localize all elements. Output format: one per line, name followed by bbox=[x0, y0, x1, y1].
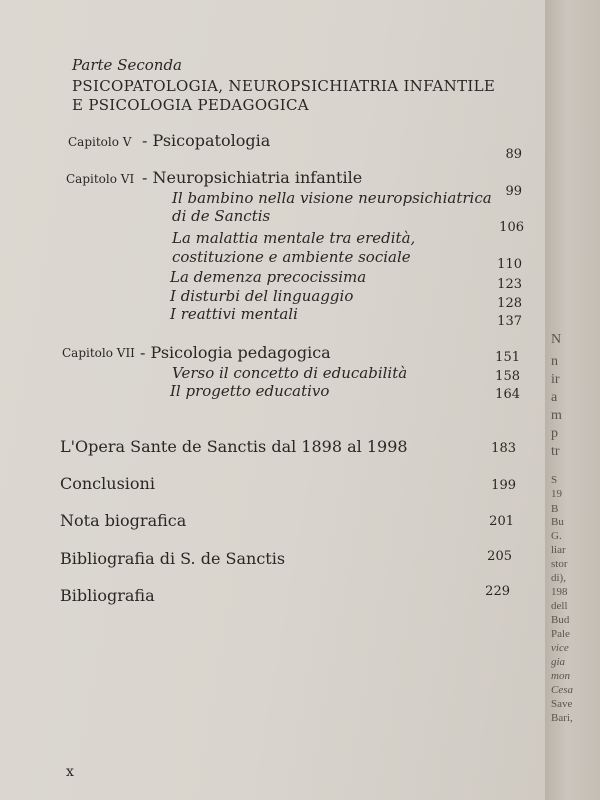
section-title-cont: costituzione e ambiente sociale bbox=[172, 248, 411, 266]
section-title-cont: di de Sanctis bbox=[172, 207, 271, 225]
adjacent-text: p bbox=[551, 426, 558, 441]
adjacent-text: Cesa bbox=[551, 684, 573, 696]
adjacent-text: gia bbox=[551, 656, 566, 668]
page-number: 110 bbox=[497, 257, 522, 272]
toc-entry-title: Bibliografia di S. de Sanctis bbox=[60, 549, 286, 568]
page-number: 128 bbox=[497, 296, 522, 311]
adjacent-text: vice bbox=[551, 642, 569, 654]
adjacent-text: 19 bbox=[551, 488, 562, 500]
section-title: Verso il concetto di educabilità bbox=[172, 364, 408, 382]
toc-entry-title: Bibliografia bbox=[60, 586, 155, 605]
part-title-line1: PSICOPATOLOGIA, NEUROPSICHIATRIA INFANTILE bbox=[72, 77, 496, 95]
chapter-label: Capitolo V bbox=[68, 135, 132, 149]
adjacent-text: mon bbox=[551, 670, 570, 682]
adjacent-text: ir bbox=[551, 372, 560, 387]
part-title-line2: E PSICOLOGIA PEDAGOGICA bbox=[72, 96, 309, 114]
page-number: 123 bbox=[497, 277, 522, 292]
page-number: 229 bbox=[485, 584, 510, 599]
section-title: I reattivi mentali bbox=[170, 305, 298, 323]
page-number: 106 bbox=[499, 220, 524, 235]
chapter-title: - Psicopatologia bbox=[142, 131, 271, 150]
chapter-label: Capitolo VII bbox=[62, 346, 135, 360]
adjacent-text: Bu bbox=[551, 516, 564, 528]
adjacent-text: m bbox=[551, 408, 562, 423]
page-number: 99 bbox=[505, 184, 522, 199]
adjacent-text: 198 bbox=[551, 586, 568, 598]
page-folio: x bbox=[66, 764, 74, 780]
section-title: Il progetto educativo bbox=[170, 382, 330, 400]
adjacent-text: G. bbox=[551, 530, 562, 542]
chapter-label: Capitolo VI bbox=[66, 172, 135, 186]
toc-entry-title: L'Opera Sante de Sanctis dal 1898 al 1998 bbox=[60, 437, 408, 456]
adjacent-text: S bbox=[551, 474, 558, 486]
part-label: Parte Seconda bbox=[72, 56, 182, 74]
page-number: 158 bbox=[495, 369, 520, 384]
toc-entry-title: Nota biografica bbox=[60, 511, 187, 530]
toc-entry-title: Conclusioni bbox=[60, 474, 155, 493]
page-number: 137 bbox=[497, 314, 522, 329]
adjacent-page bbox=[545, 0, 600, 800]
adjacent-text: di), bbox=[551, 572, 566, 584]
chapter-title: - Neuropsichiatria infantile bbox=[142, 168, 363, 187]
section-title: La malattia mentale tra eredità, bbox=[172, 229, 416, 247]
adjacent-text: a bbox=[551, 390, 558, 405]
adjacent-text: Bari, bbox=[551, 712, 573, 724]
page-number: 183 bbox=[491, 441, 516, 456]
page-number: 201 bbox=[489, 514, 514, 529]
adjacent-text: tr bbox=[551, 444, 560, 459]
adjacent-text: Pale bbox=[551, 628, 570, 640]
page-number: 164 bbox=[495, 387, 520, 402]
adjacent-text: B bbox=[551, 503, 559, 515]
page-number: 89 bbox=[505, 147, 522, 162]
adjacent-text: Save bbox=[551, 698, 573, 710]
page-number: 151 bbox=[495, 350, 520, 365]
page-number: 205 bbox=[487, 549, 512, 564]
section-title: La demenza precocissima bbox=[170, 268, 367, 286]
adjacent-text: N bbox=[551, 332, 562, 347]
section-title: Il bambino nella visione neuropsichiatrica bbox=[172, 189, 492, 207]
chapter-title: - Psicologia pedagogica bbox=[140, 343, 331, 362]
section-title: I disturbi del linguaggio bbox=[170, 287, 354, 305]
adjacent-text: n bbox=[551, 354, 558, 369]
adjacent-text: dell bbox=[551, 600, 568, 612]
page-number: 199 bbox=[491, 478, 516, 493]
adjacent-text: Bud bbox=[551, 614, 570, 626]
adjacent-text: liar bbox=[551, 544, 566, 556]
adjacent-text: stor bbox=[551, 558, 568, 570]
